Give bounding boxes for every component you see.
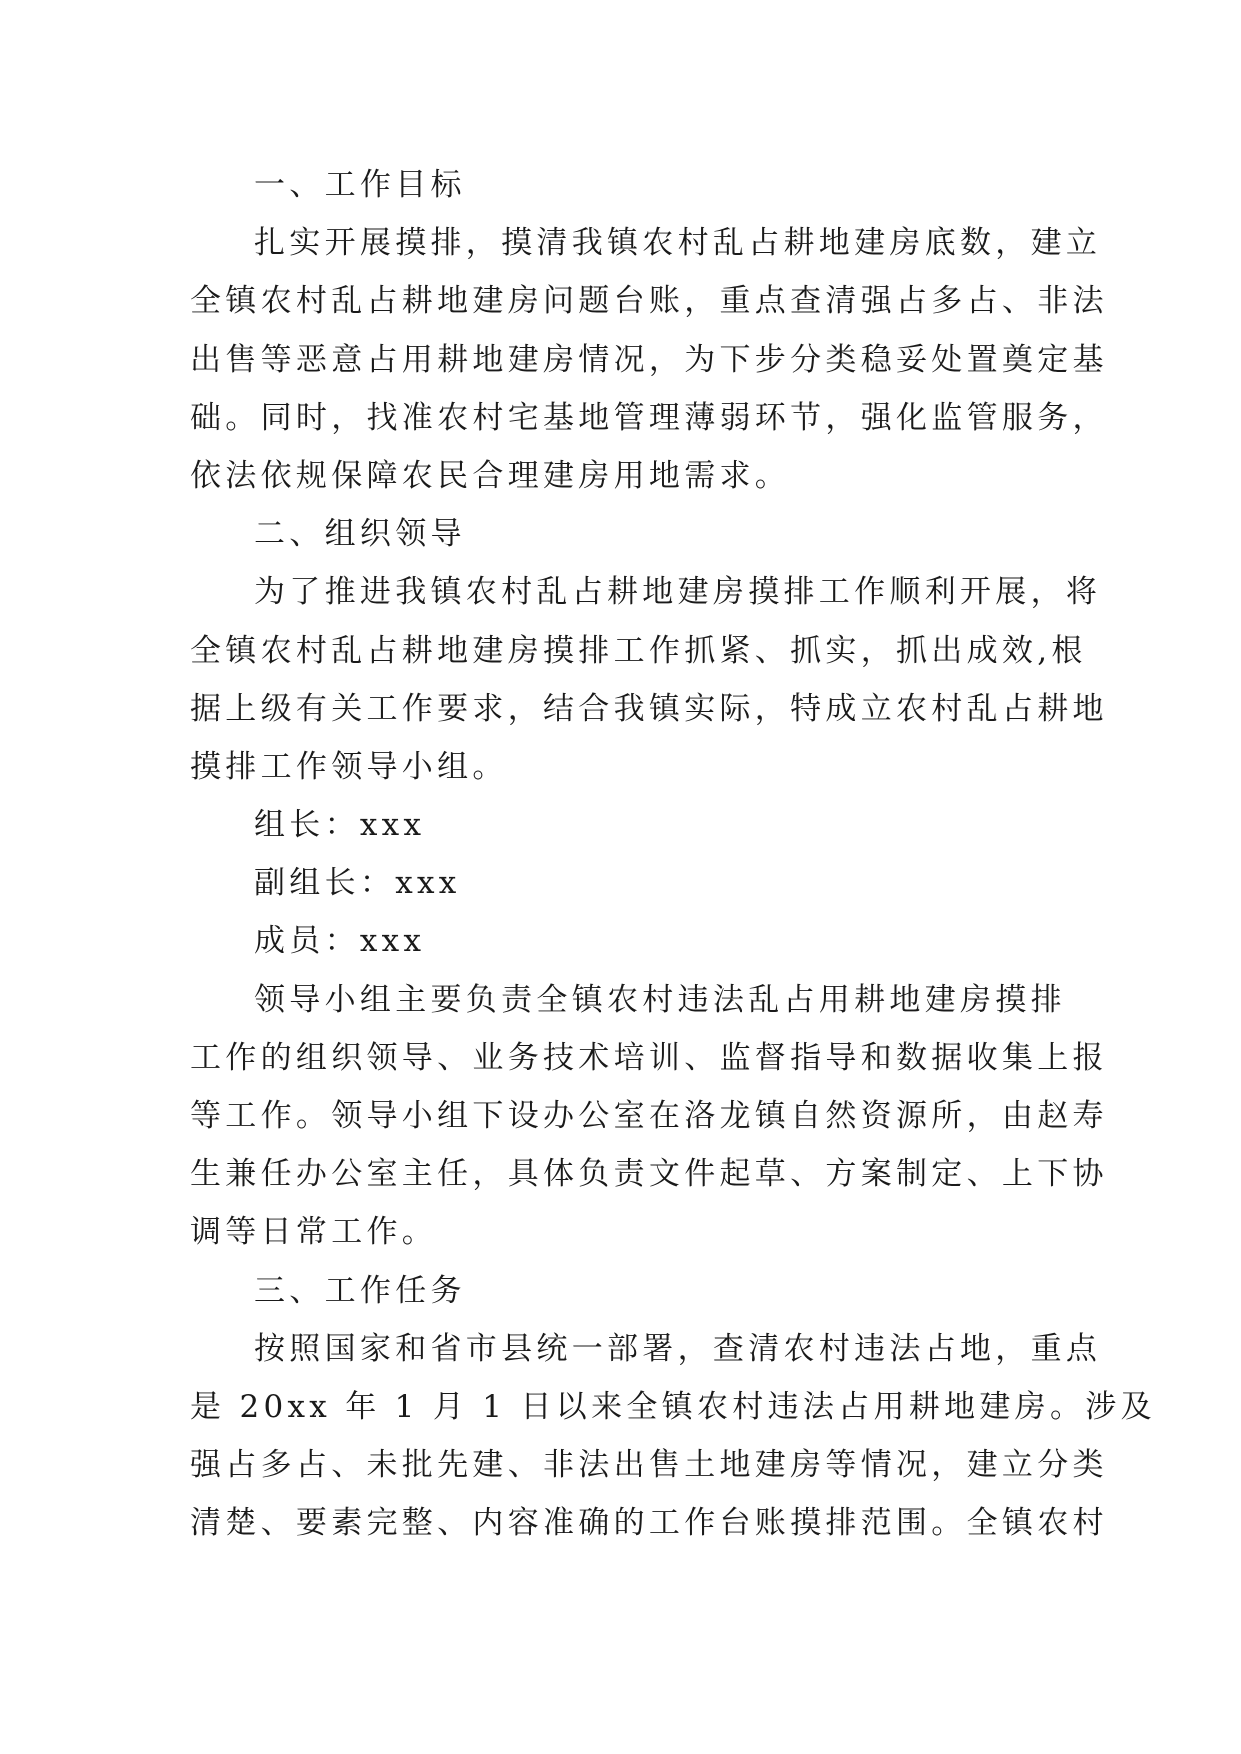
deputy-leader-line: 副组长：xxx <box>254 865 461 902</box>
paragraph-line: 依法依规保障农民合理建房用地需求。 <box>190 457 791 494</box>
paragraph-line: 按照国家和省市县统一部署，查清农村违法占地，重点 <box>254 1330 1102 1367</box>
paragraph-line: 领导小组主要负责全镇农村违法乱占用耕地建房摸排 <box>254 981 1066 1018</box>
paragraph-line: 是 20xx 年 1 月 1 日以来全镇农村违法占用耕地建房。涉及 <box>190 1388 1156 1425</box>
paragraph-line: 等工作。领导小组下设办公室在洛龙镇自然资源所，由赵寿 <box>190 1098 1108 1134</box>
paragraph-line: 全镇农村乱占耕地建房问题台账，重点查清强占多占、非法 <box>190 283 1108 320</box>
paragraph-line: 清楚、要素完整、内容准确的工作台账摸排范围。全镇农村 <box>190 1505 1108 1542</box>
paragraph-line: 摸排工作领导小组。 <box>190 748 508 785</box>
paragraph-line: 出售等恶意占用耕地建房情况，为下步分类稳妥处置奠定基 <box>190 341 1108 378</box>
paragraph-line: 生兼任办公室主任，具体负责文件起草、方案制定、上下协 <box>190 1156 1108 1193</box>
section-heading-organization: 二、组织领导 <box>254 516 466 553</box>
paragraph-line: 调等日常工作。 <box>190 1214 438 1251</box>
members-line: 成员：xxx <box>254 923 426 960</box>
paragraph-line: 工作的组织领导、业务技术培训、监督指导和数据收集上报 <box>190 1039 1108 1076</box>
leader-line: 组长：xxx <box>254 807 426 844</box>
paragraph-line: 全镇农村乱占耕地建房摸排工作抓紧、抓实，抓出成效,根 <box>190 632 1087 669</box>
section-heading-work-goals: 一、工作目标 <box>254 167 466 203</box>
section-heading-work-tasks: 三、工作任务 <box>254 1272 466 1309</box>
paragraph-line: 为了推进我镇农村乱占耕地建房摸排工作顺利开展，将 <box>254 574 1102 611</box>
paragraph-line: 据上级有关工作要求，结合我镇实际，特成立农村乱占耕地 <box>190 690 1108 727</box>
paragraph-line: 扎实开展摸排，摸清我镇农村乱占耕地建房底数，建立 <box>254 225 1102 262</box>
paragraph-line: 强占多占、未批先建、非法出售土地建房等情况，建立分类 <box>190 1447 1108 1484</box>
paragraph-line: 础。同时，找准农村宅基地管理薄弱环节，强化监管服务， <box>190 399 1108 436</box>
document-body <box>190 156 1156 1553</box>
